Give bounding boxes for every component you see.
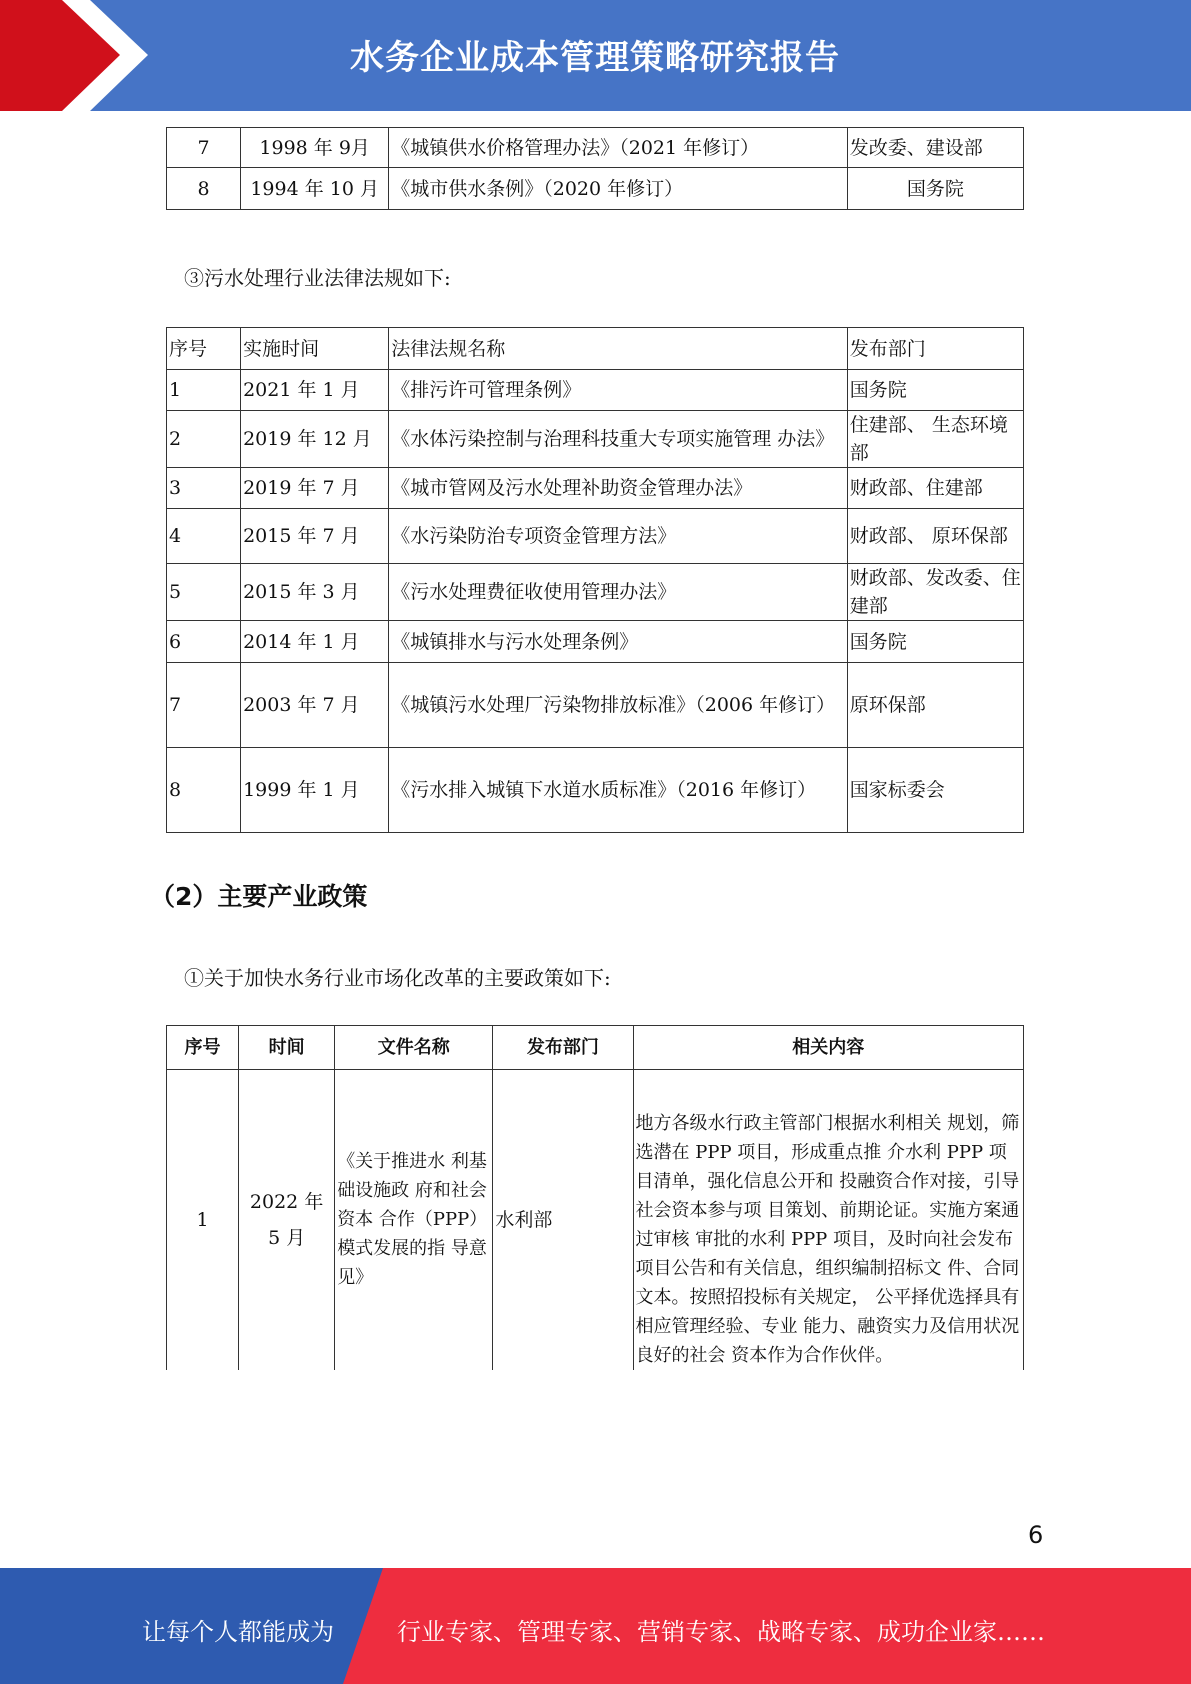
issuing-department: 国务院 [847, 621, 1023, 663]
table-row [167, 468, 1024, 509]
header-arrow-decoration [0, 0, 160, 111]
regulation-name: 《污水处理费征收使用管理办法》 [389, 564, 848, 621]
section-heading-industry-policy: （2）主要产业政策 [150, 882, 368, 911]
header-content: 相关内容 [633, 1026, 1023, 1070]
issuing-department: 国务院 [847, 370, 1023, 411]
table-row [167, 1070, 1024, 1370]
table-row [167, 411, 1024, 468]
footer-slogan-left: 让每个人都能成为 [142, 1618, 334, 1646]
issuing-department: 国务院 [847, 168, 1023, 210]
table-row [167, 663, 1024, 748]
document-name: 《关于推进水 利基础设施政 府和社会资本 合作（PPP） 模式发展的指 导意见》 [335, 1070, 493, 1370]
issuing-department: 财政部、发改委、住建部 [847, 564, 1023, 621]
implementation-date: 2019 年 7 月 [241, 468, 389, 509]
implementation-date: 2003 年 7 月 [241, 663, 389, 748]
sewage-regulations-intro: ③污水处理行业法律法规如下: [184, 266, 451, 290]
row-number: 2 [167, 411, 241, 468]
regulation-name: 《城镇供水价格管理办法》（2021 年修订） [389, 128, 848, 168]
regulation-name: 《城镇排水与污水处理条例》 [389, 621, 848, 663]
implementation-date: 2015 年 3 月 [241, 564, 389, 621]
table-row [167, 370, 1024, 411]
row-number: 1 [167, 1070, 239, 1370]
header-number: 序号 [167, 328, 241, 370]
implementation-date: 2015 年 7 月 [241, 509, 389, 564]
issuing-department: 发改委、建设部 [847, 128, 1023, 168]
table-header-row [167, 328, 1024, 370]
header-regulation-name: 法律法规名称 [389, 328, 848, 370]
header-number: 序号 [167, 1026, 239, 1070]
issuing-department: 国家标委会 [847, 748, 1023, 833]
row-number: 1 [167, 370, 241, 411]
table-row [167, 168, 1024, 210]
header-date: 实施时间 [241, 328, 389, 370]
implementation-date: 2019 年 12 月 [241, 411, 389, 468]
row-number: 8 [167, 748, 241, 833]
issuing-department: 财政部、住建部 [847, 468, 1023, 509]
implementation-date: 1999 年 1 月 [241, 748, 389, 833]
water-supply-regulation-table [166, 127, 1024, 210]
sewage-regulation-table [166, 327, 1024, 833]
implementation-date: 1998 年 9月 [241, 128, 389, 168]
regulation-name: 《城市供水条例》（2020 年修订） [389, 168, 848, 210]
policy-content: 地方各级水行政主管部门根据水利相关 规划，筛选潜在 PPP 项目，形成重点推 介水利 PPP 项目清单，强化信息公开和 投融资合作对接，引导社会资本参与项 目策划、前期论证。实施方案通过审核 审批的水利 PPP 项目，及时向社会发布 项目公告和有关信息，组织编制招标文 件、合同文本。按照招投标有关规定， 公平择优选择具有相应管理经验、专业 能力、融资实力及信用状况良好的社会 资本作为合作伙伴。 [633, 1070, 1023, 1370]
row-number: 4 [167, 509, 241, 564]
header-time: 时间 [239, 1026, 335, 1070]
implementation-date: 1994 年 10 月 [241, 168, 389, 210]
table-header-row [167, 1026, 1024, 1070]
issuing-department: 住建部、 生态环境部 [847, 411, 1023, 468]
issuing-department: 原环保部 [847, 663, 1023, 748]
regulation-name: 《排污许可管理条例》 [389, 370, 848, 411]
row-number: 3 [167, 468, 241, 509]
implementation-date: 2021 年 1 月 [241, 370, 389, 411]
implementation-date: 2014 年 1 月 [241, 621, 389, 663]
row-number: 8 [167, 168, 241, 210]
regulation-name: 《城镇污水处理厂污染物排放标准》（2006 年修订） [389, 663, 848, 748]
regulation-name: 《水体污染控制与治理科技重大专项实施管理 办法》 [389, 411, 848, 468]
header-department: 发布部门 [847, 328, 1023, 370]
row-number: 5 [167, 564, 241, 621]
header-department: 发布部门 [493, 1026, 633, 1070]
row-number: 7 [167, 663, 241, 748]
market-reform-intro: ①关于加快水务行业市场化改革的主要政策如下: [184, 966, 611, 990]
header-bar [0, 0, 1191, 111]
header-document-name: 文件名称 [335, 1026, 493, 1070]
regulation-name: 《水污染防治专项资金管理方法》 [389, 509, 848, 564]
row-number: 6 [167, 621, 241, 663]
report-title: 水务企业成本管理策略研究报告 [350, 38, 840, 78]
issuing-department: 财政部、 原环保部 [847, 509, 1023, 564]
policy-date: 2022 年 5 月 [239, 1070, 335, 1370]
regulation-name: 《污水排入城镇下水道水质标准》（2016 年修订） [389, 748, 848, 833]
table-row [167, 509, 1024, 564]
table-row [167, 564, 1024, 621]
row-number: 7 [167, 128, 241, 168]
footer-slogan-right: 行业专家、管理专家、营销专家、战略专家、成功企业家…… [397, 1618, 1045, 1646]
page-number: 6 [1028, 1521, 1044, 1549]
regulation-name: 《城市管网及污水处理补助资金管理办法》 [389, 468, 848, 509]
industry-policy-table [166, 1025, 1024, 1370]
table-row [167, 621, 1024, 663]
table-row [167, 128, 1024, 168]
issuing-department: 水利部 [493, 1070, 633, 1370]
table-row [167, 748, 1024, 833]
